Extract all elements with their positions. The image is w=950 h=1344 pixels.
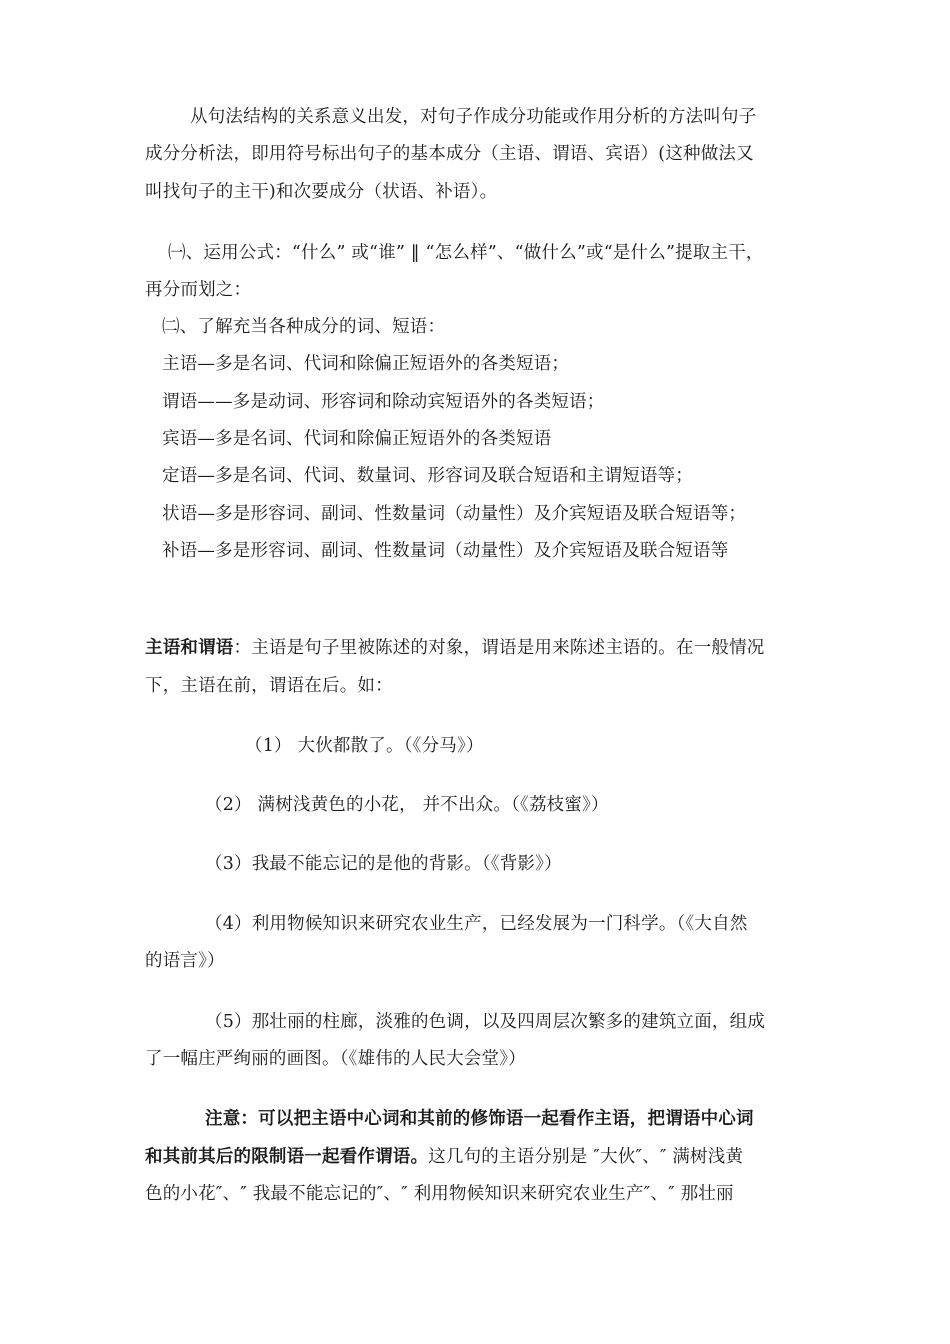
subject-predicate-definition: ：主语是句子里被陈述的对象，谓语是用来陈述主语的。在一般情况 <box>233 638 765 658</box>
component-item-attribute: 定语—多是名词、代词、数量词、形容词及联合短语和主谓短语等； <box>162 466 693 486</box>
point2-heading: ㈡、了解充当各种成分的词、短语： <box>162 317 446 337</box>
intro-line-3: 叫找句子的主干)和次要成分（状语、补语）。 <box>145 182 498 202</box>
component-item-subject: 主语—多是名词、代词和除偏正短语外的各类短语； <box>162 354 570 374</box>
example-5-line-2: 了一幅庄严绚丽的画图。（《雄伟的人民大会堂》） <box>145 1049 526 1069</box>
intro-line-1: 从句法结构的关系意义出发，对句子作成分功能或作用分析的方法叫句子 <box>190 107 757 127</box>
note-emphasis: 和其前其后的限制语一起看作谓语。 <box>145 1147 429 1167</box>
component-item-object: 宾语—多是名词、代词和除偏正短语外的各类短语 <box>162 429 552 449</box>
subject-predicate-line-1 <box>145 636 765 660</box>
example-3: （3）我最不能忘记的是他的背影。（《背影》） <box>205 854 562 874</box>
note-line-3: 色的小花″、″ 我最不能忘记的″、″ 利用物候知识来研究农业生产″、″ 那壮丽 <box>145 1184 734 1204</box>
subject-predicate-term: 主语和谓语 <box>145 638 234 658</box>
component-item-complement: 补语—多是形容词、副词、性数量词（动量性）及介宾短语及联合短语等 <box>162 541 729 561</box>
subject-predicate-line-2: 下，主语在前，谓语在后。如： <box>145 676 393 696</box>
example-4-line-1: （4）利用物候知识来研究农业生产，已经发展为一门科学。（《大自然 <box>205 914 748 934</box>
example-2: （2） 满树浅黄色的小花， 并不出众。（《荔枝蜜》） <box>205 795 609 815</box>
component-item-adverbial: 状语—多是形容词、副词、性数量词（动量性）及介宾短语及联合短语等； <box>162 504 747 524</box>
point1-line-2: 再分而划之： <box>145 280 252 300</box>
note-line-2 <box>145 1145 743 1169</box>
intro-line-2: 成分分析法，即用符号标出句子的基本成分（主语、谓语、宾语）(这种做法又 <box>145 144 754 164</box>
note-line-1: 注意：可以把主语中心词和其前的修饰语一起看作主语，把谓语中心词 <box>205 1109 754 1129</box>
note-subjects-list: 这几句的主语分别是 ″大伙″、″ 满树浅黄 <box>428 1147 744 1167</box>
example-4-line-2: 的语言》） <box>145 951 225 971</box>
example-5-line-1: （5）那壮丽的柱廊，淡雅的色调，以及四周层次繁多的建筑立面，组成 <box>205 1012 766 1032</box>
point1-line-1: ㈠、运用公式：“什么” 或“谁” ‖ “怎么样”、“做什么”或“是什么”提取主干， <box>168 243 764 263</box>
example-1: （1） 大伙都散了。（《分马》） <box>245 736 484 756</box>
component-item-predicate: 谓语——多是动词、形容词和除动宾短语外的各类短语； <box>162 392 605 412</box>
